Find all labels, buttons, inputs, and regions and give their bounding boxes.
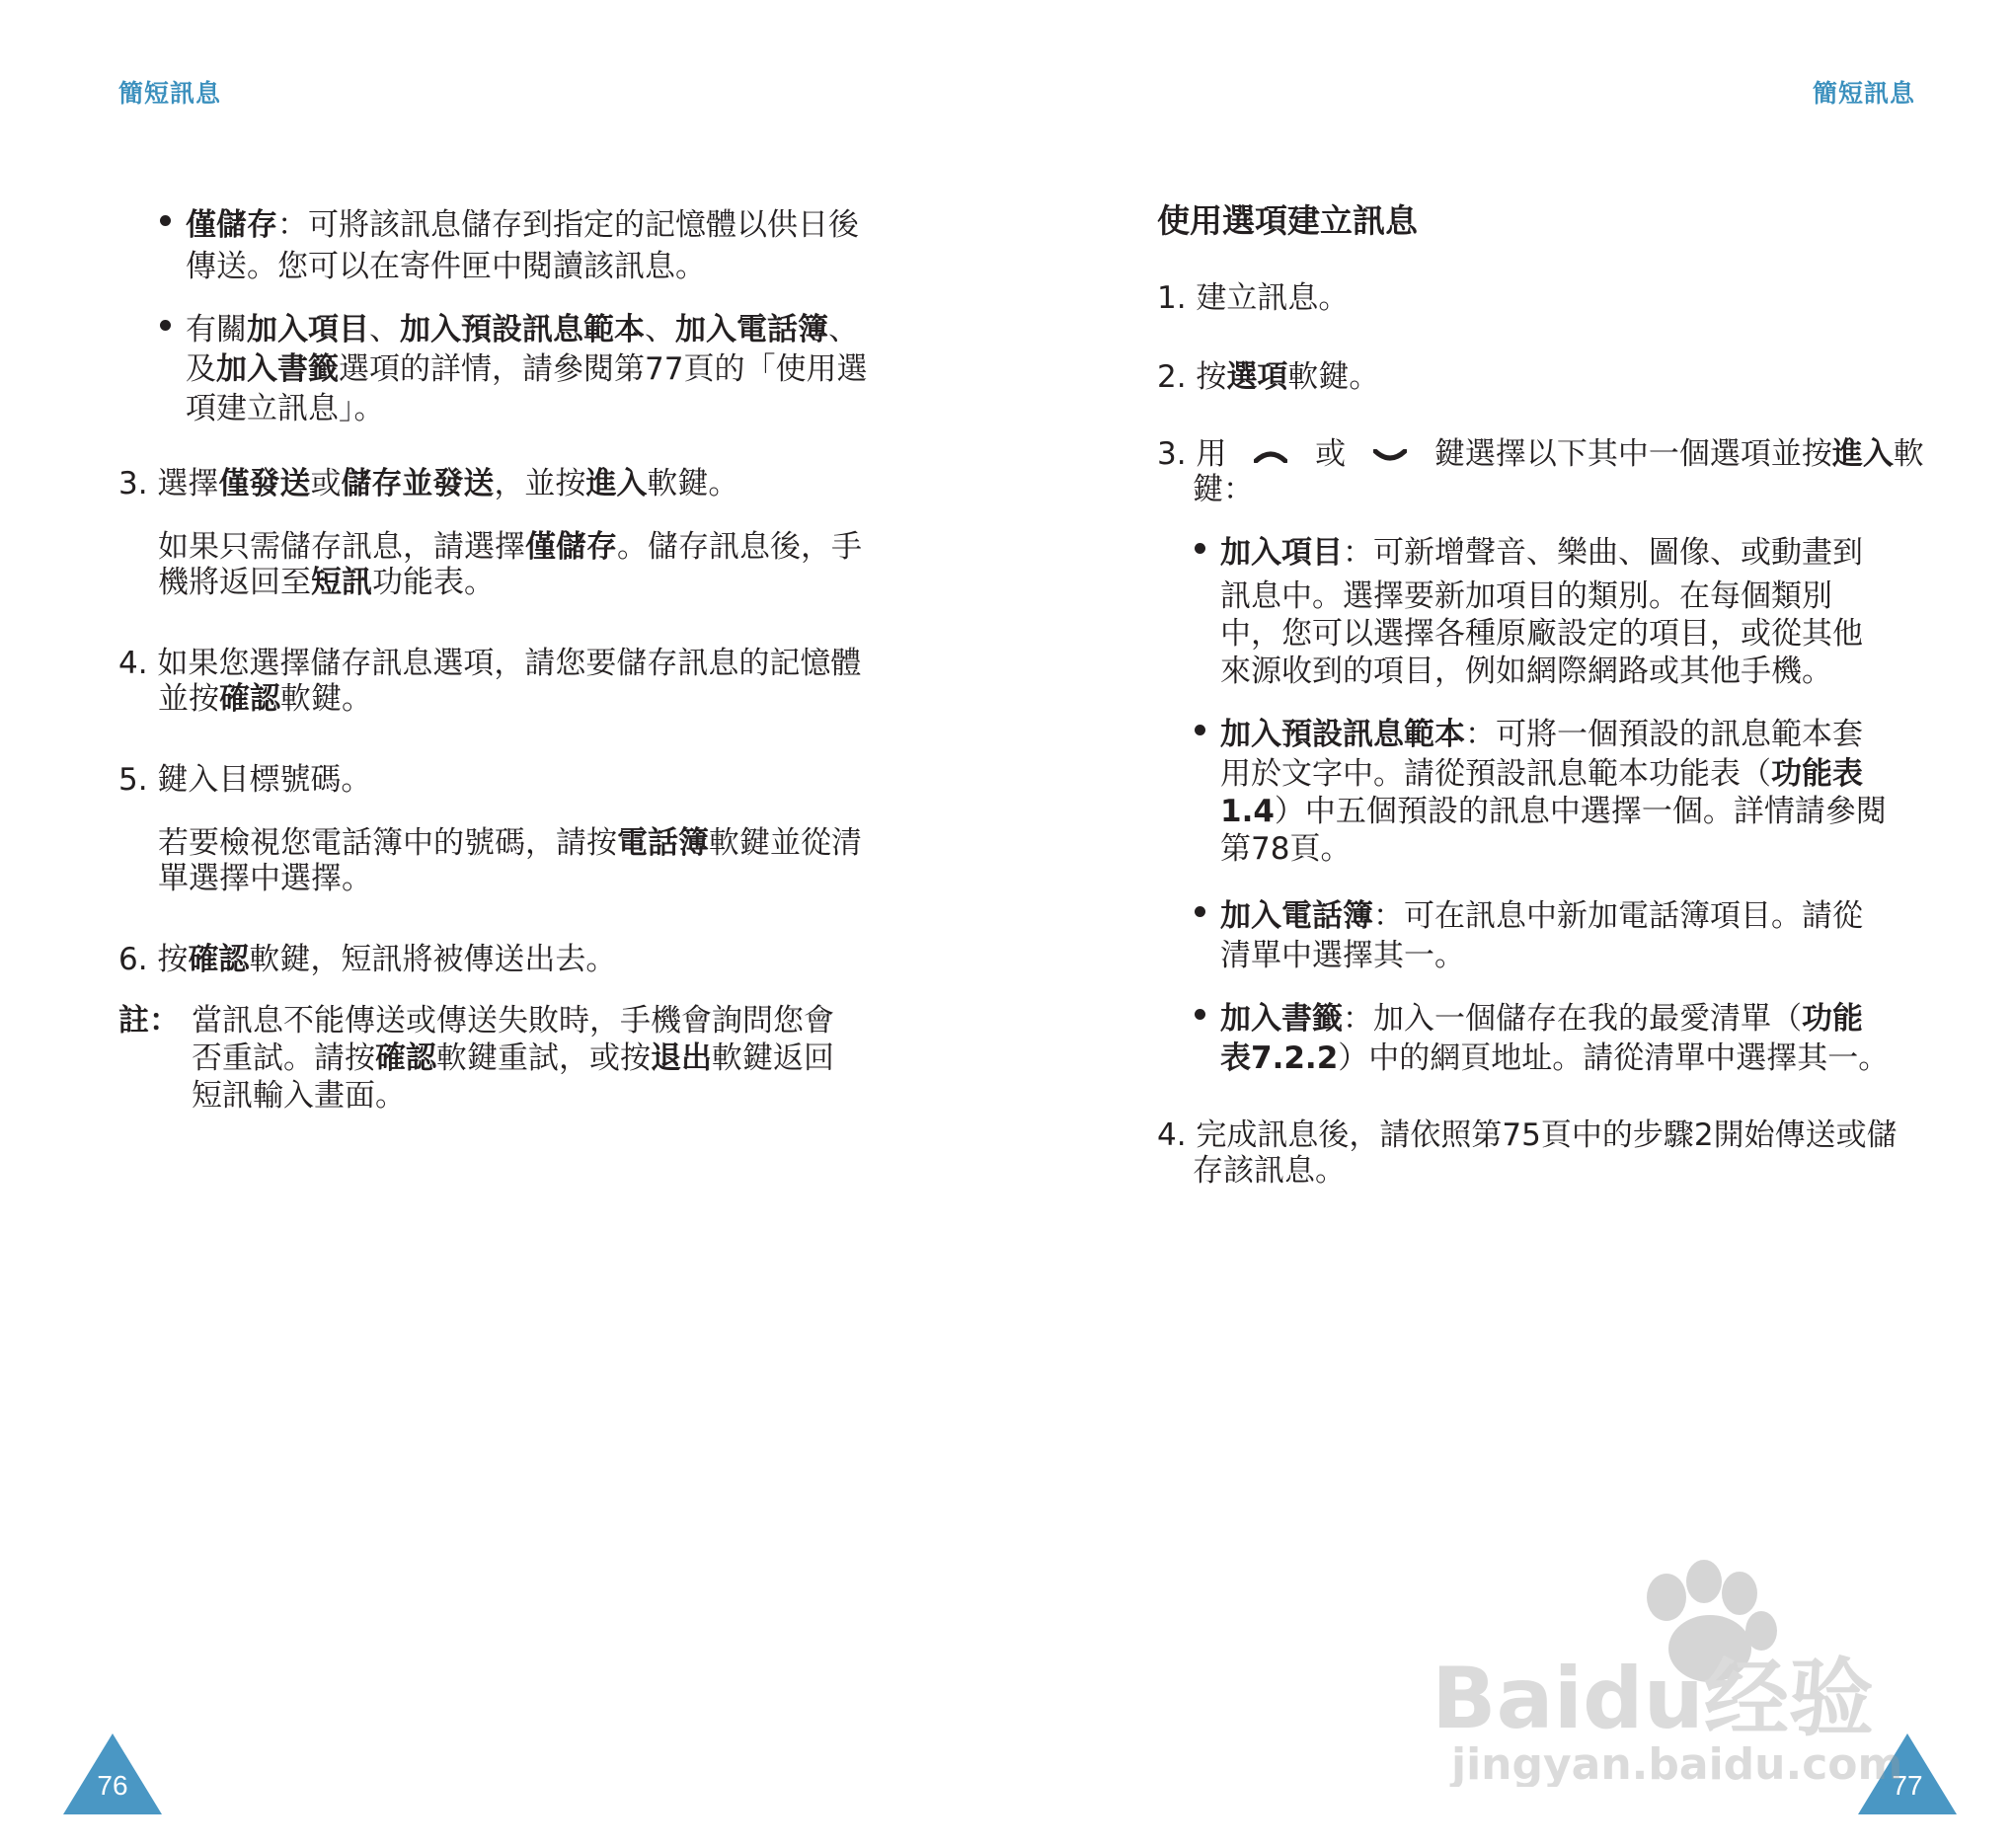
running-header-right: 簡短訊息 <box>1812 79 1915 108</box>
text: 2. 按 <box>1157 359 1227 395</box>
step-3-line2: 鍵： <box>1193 472 1254 507</box>
term-save-only: 僅儲存 <box>186 207 277 243</box>
text: ）中的網頁地址。請從清單中選擇其一。 <box>1338 1040 1890 1076</box>
bullet-add-phonebook-line2: 清單中選擇其一。 <box>1220 938 1465 973</box>
text: 機將返回至 <box>158 565 311 600</box>
text: 軟鍵重試，或按 <box>436 1040 651 1076</box>
term-save-and-send: 儲存並發送 <box>341 466 495 501</box>
term-save-only: 僅儲存 <box>525 529 617 565</box>
term-add-item: 加入項目 <box>1220 535 1343 571</box>
step-4-line2 <box>158 679 372 719</box>
text: ：可在訊息中新加電話簿項目。請從 <box>1373 898 1863 934</box>
watermark-logo: Baidu经验 <box>1432 1650 1874 1748</box>
term-add-phonebook: 加入電話簿 <box>1220 898 1373 934</box>
text: ：可將一個預設的訊息範本套 <box>1465 717 1863 752</box>
text: 或 <box>310 466 342 501</box>
bullet-add-bookmark-line2 <box>1220 1039 1889 1078</box>
term-add-item: 加入項目 <box>247 312 369 347</box>
step-2 <box>1157 357 1379 397</box>
term-exit: 退出 <box>651 1040 712 1076</box>
step-3-line1 <box>1157 434 1924 474</box>
term-confirm: 確認 <box>188 942 250 977</box>
term-add-template: 加入預設訊息範本 <box>1220 717 1465 752</box>
bullet-add-template-line2 <box>1220 754 1863 794</box>
up-key-icon <box>1254 449 1287 463</box>
text: 軟鍵。 <box>280 681 372 717</box>
text: ：可將該訊息儲存到指定的記憶體以供日後 <box>277 207 859 243</box>
note-line1: 當訊息不能傳送或傳送失敗時，手機會詢問您會 <box>192 1003 834 1039</box>
term-options: 選項 <box>1226 359 1288 395</box>
step-6 <box>118 940 616 979</box>
term-add-bookmark: 加入書籤 <box>1220 1001 1343 1037</box>
term-menu: 功能 <box>1802 1001 1863 1037</box>
text: 、 <box>645 312 675 347</box>
text: 或 <box>1315 436 1347 472</box>
text: 、 <box>828 312 859 347</box>
text: 並按 <box>158 681 219 717</box>
bullet-dot <box>1195 543 1205 554</box>
text: 如果只需儲存訊息，請選擇 <box>158 529 525 565</box>
watermark-url: jingyan.baidu.com <box>1451 1739 1903 1787</box>
step-3-note-line1 <box>158 527 862 567</box>
step-1: 1. 建立訊息。 <box>1157 280 1350 316</box>
bullet-dot <box>1195 906 1205 917</box>
text: 、 <box>369 312 400 347</box>
text: ）中五個預設的訊息中選擇一個。詳情請參閱 <box>1274 794 1887 829</box>
step-5-note-line2: 單選擇中選擇。 <box>158 861 372 896</box>
term-confirm: 確認 <box>375 1040 436 1076</box>
text: 3. 用 <box>1157 436 1227 472</box>
note-line2 <box>192 1039 834 1078</box>
baidu-jingyan-watermark <box>1432 1550 1905 1787</box>
bullet-dot <box>1195 725 1205 735</box>
text: 有關 <box>186 312 247 347</box>
bullet-add-phonebook-line1 <box>1220 896 1863 936</box>
bullet-add-item-line3: 中，您可以選擇各種原廠設定的項目，或從其他 <box>1220 616 1863 652</box>
text: 軟鍵。 <box>647 466 739 501</box>
step-5-note-line1 <box>158 823 862 863</box>
text: 軟鍵。 <box>1287 359 1380 395</box>
text: 6. 按 <box>118 942 189 977</box>
bullet-add-bookmark-line1 <box>1220 999 1863 1039</box>
bullet-add-template-line3 <box>1220 792 1887 831</box>
term-menu: 功能表 <box>1771 756 1863 792</box>
text: 軟鍵，短訊將被傳送出去。 <box>249 942 617 977</box>
text: 用於文字中。請從預設訊息範本功能表（ <box>1220 756 1771 792</box>
term-enter: 進入 <box>1831 436 1894 472</box>
bullet-save-only-line2: 傳送。您可以在寄件匣中閱讀該訊息。 <box>186 249 706 284</box>
term-confirm: 確認 <box>219 681 280 717</box>
term-add-template: 加入預設訊息範本 <box>400 312 645 347</box>
text: ：加入一個儲存在我的最愛清單（ <box>1343 1001 1802 1037</box>
bullet-options-line2 <box>186 349 867 389</box>
bullet-dot <box>160 215 171 226</box>
text: ，並按 <box>494 466 586 501</box>
term-menu-number: 表7.2.2 <box>1220 1040 1339 1076</box>
text: 若要檢視您電話簿中的號碼，請按 <box>158 825 617 861</box>
term-menu-number: 1.4 <box>1220 794 1275 829</box>
bullet-add-template-line4: 第78頁。 <box>1220 831 1352 867</box>
step-4-line2: 存該訊息。 <box>1193 1153 1346 1189</box>
step-4-line1: 4. 完成訊息後，請依照第75頁中的步驟2開始傳送或儲 <box>1157 1117 1898 1153</box>
bullet-add-template-line1 <box>1220 715 1863 754</box>
note-line3: 短訊輸入畫面。 <box>192 1078 406 1114</box>
text: 軟 <box>1893 436 1924 472</box>
page-number-right: 77 <box>1892 1770 1923 1801</box>
text: ：可新增聲音、樂曲、圖像、或動畫到 <box>1343 535 1863 571</box>
bullet-options-line3: 項建立訊息」。 <box>186 391 385 426</box>
text: 否重試。請按 <box>192 1040 375 1076</box>
text: 鍵選擇以下其中一個選項並按 <box>1433 436 1832 472</box>
text: 註： <box>118 1003 180 1039</box>
bullet-add-item-line2: 訊息中。選擇要新加項目的類別。在每個類別 <box>1220 578 1832 614</box>
text: 選項的詳情，請參閱第77頁的「使用選 <box>339 351 868 387</box>
term-enter: 進入 <box>585 466 648 501</box>
bullet-options-line1 <box>186 310 859 349</box>
text: 軟鍵返回 <box>712 1040 834 1076</box>
bullet-dot <box>1195 1009 1205 1020</box>
text: 軟鍵並從清 <box>709 825 862 861</box>
text: 。儲存訊息後，手 <box>617 529 862 565</box>
text: 及 <box>186 351 216 387</box>
step-4-line1: 4. 如果您選擇儲存訊息選項，請您要儲存訊息的記憶體 <box>118 646 862 681</box>
down-key-icon <box>1373 449 1407 463</box>
running-header-left: 簡短訊息 <box>118 79 222 108</box>
term-add-phonebook: 加入電話簿 <box>675 312 828 347</box>
note-label <box>118 1001 180 1040</box>
term-phonebook: 電話簿 <box>617 825 709 861</box>
text: 3. 選擇 <box>118 466 219 501</box>
term-add-bookmark: 加入書籤 <box>216 351 339 387</box>
text: 功能表。 <box>372 565 495 600</box>
step-3-note-line2 <box>158 563 495 602</box>
bullet-save-only-line1 <box>186 205 859 245</box>
page-number-left: 76 <box>97 1770 128 1801</box>
bullet-add-item-line1 <box>1220 533 1863 573</box>
bullet-add-item-line4: 來源收到的項目，例如網際網路或其他手機。 <box>1220 654 1832 689</box>
term-sms: 短訊 <box>311 565 372 600</box>
step-5: 5. 鍵入目標號碼。 <box>118 762 372 798</box>
bullet-dot <box>160 320 171 331</box>
section-title: 使用選項建立訊息 <box>1157 201 1418 240</box>
step-3 <box>118 464 738 503</box>
term-send-only: 僅發送 <box>218 466 311 501</box>
